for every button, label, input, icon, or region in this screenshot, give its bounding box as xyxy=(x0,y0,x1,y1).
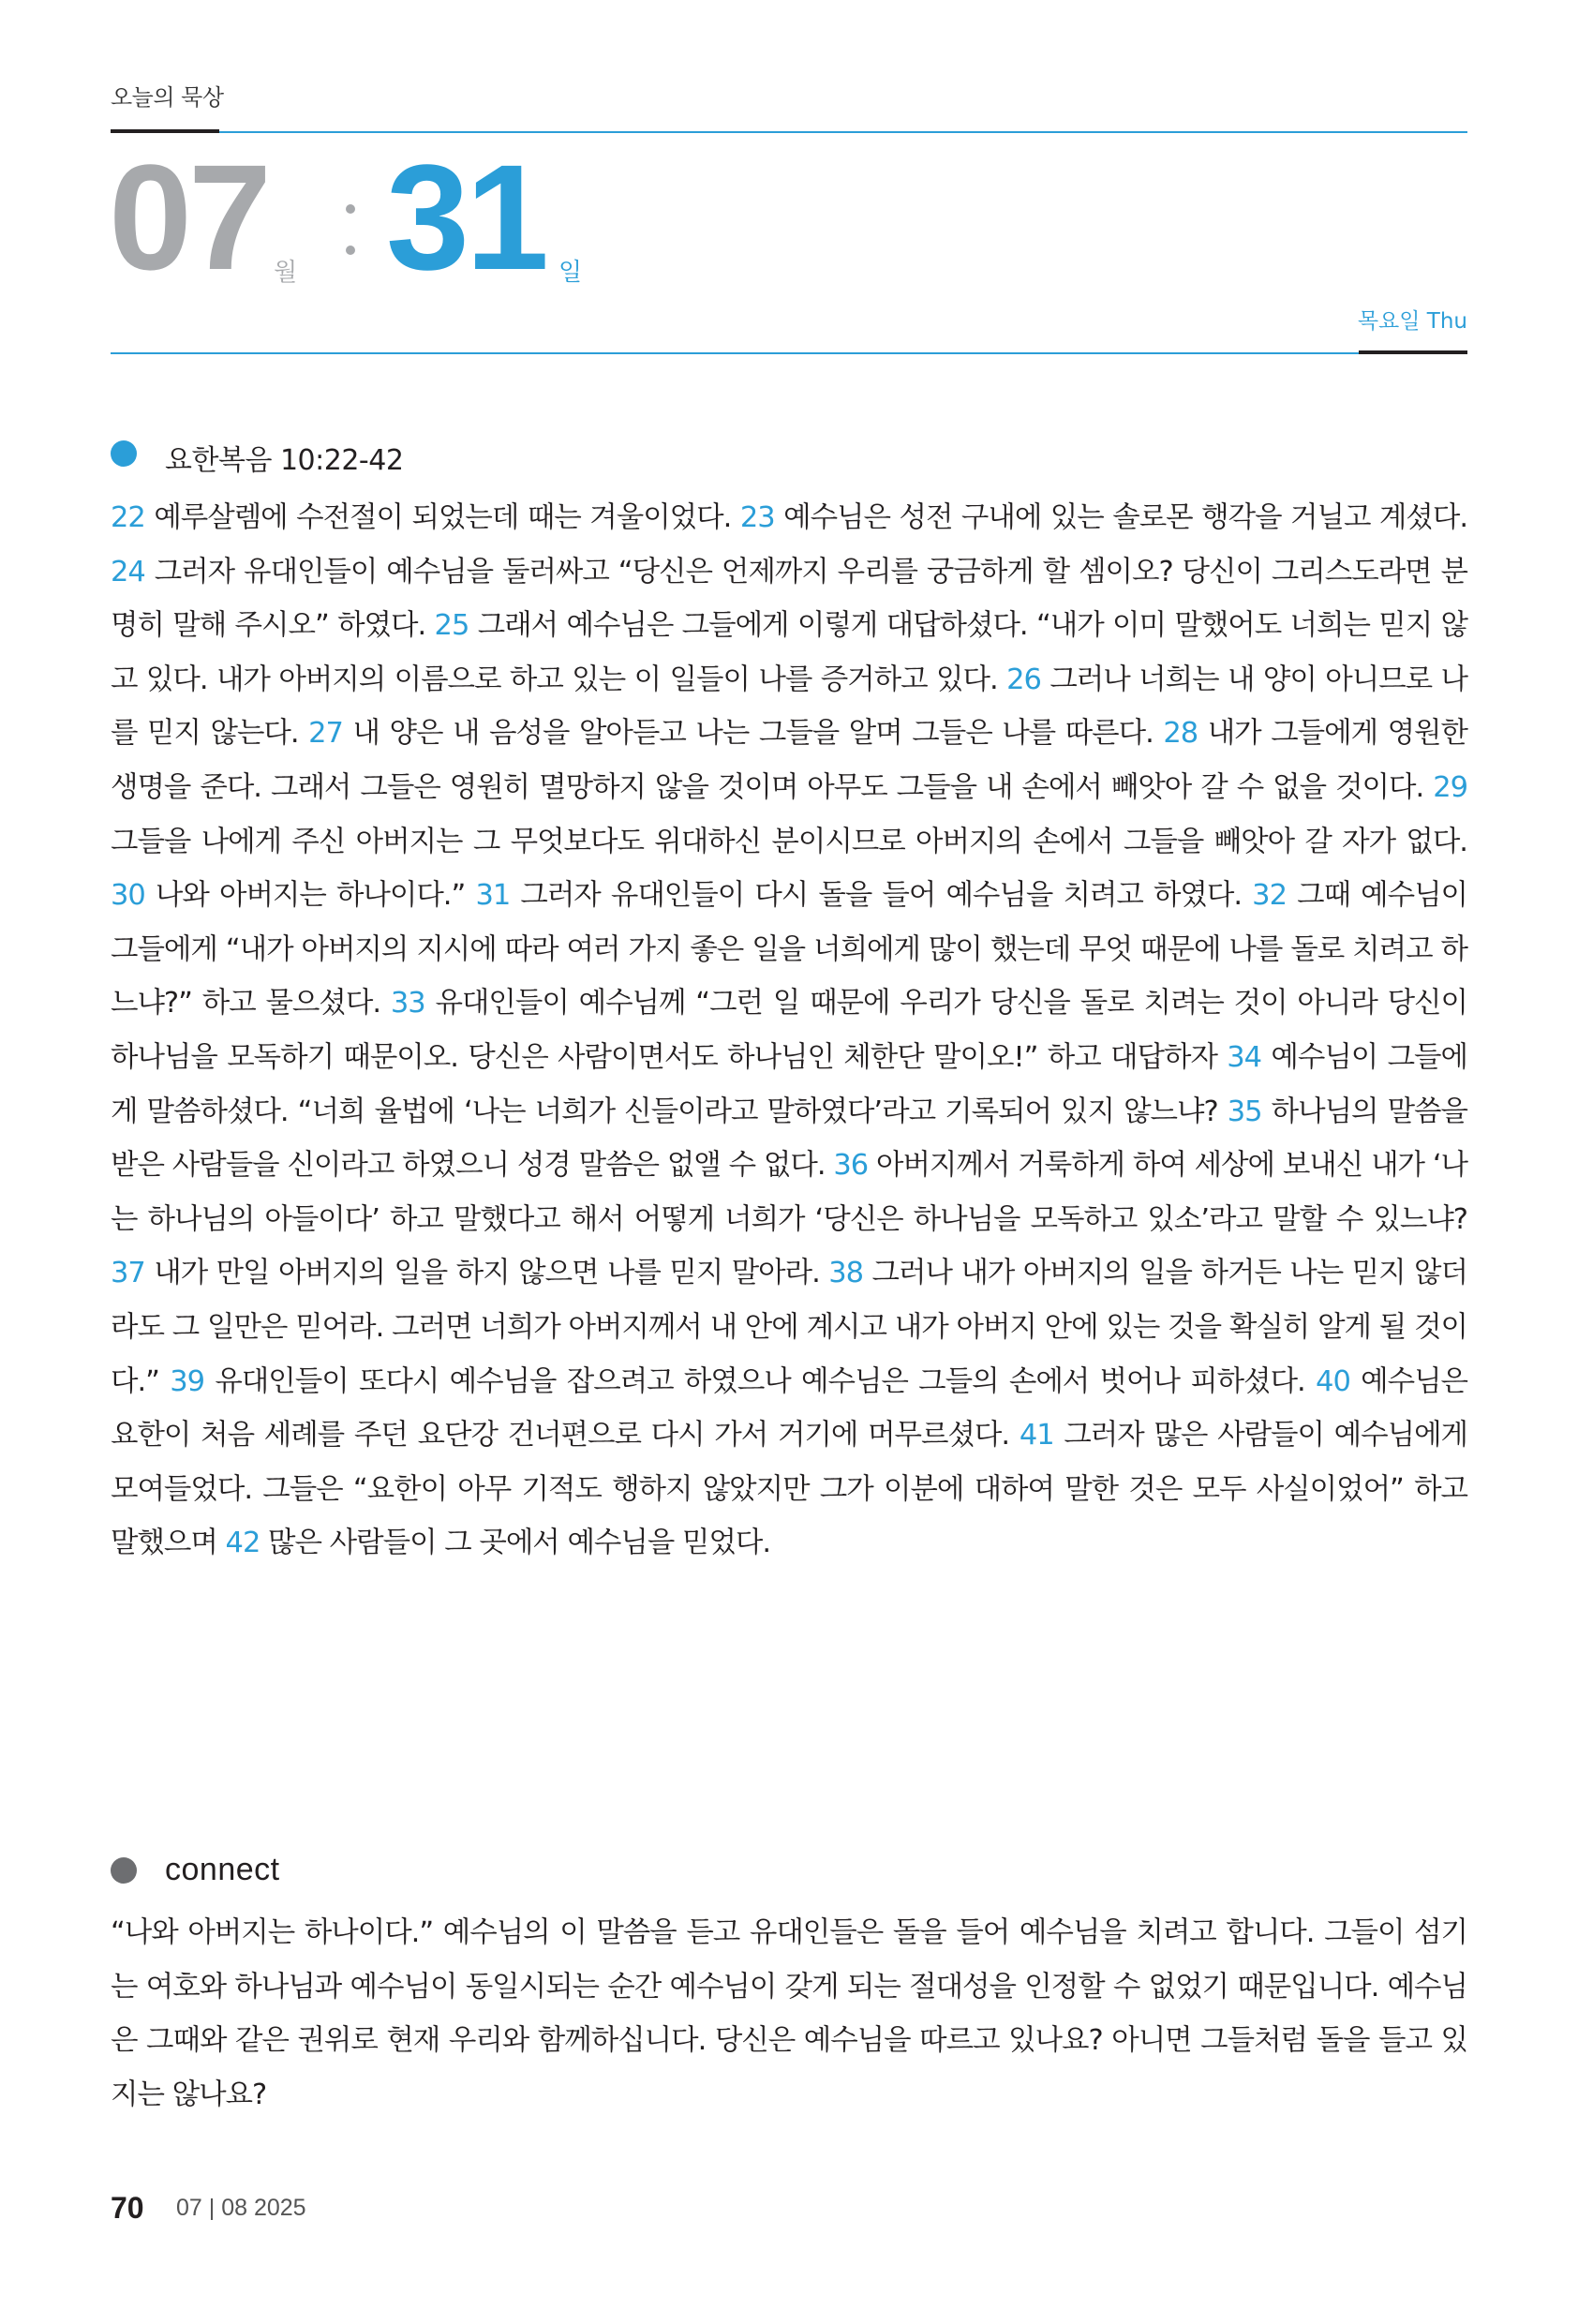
verse-text: 그들을 나에게 주신 아버지는 그 무엇보다도 위대하신 분이시므로 아버지의 손에서 그들을 빼앗아 갈 자가 없다. xyxy=(111,825,1467,858)
day-unit: 일 xyxy=(558,259,583,287)
verse-number: 30 xyxy=(111,879,145,913)
verse-text: 그때 예수님이 그들에게 “내가 아버지의 지시에 따라 여러 가지 좋은 일을 너희에게 많이 했는데 무엇 때문에 나를 돌로 치려고 하느냐?” 하고 물으셨다. xyxy=(111,879,1468,1020)
verse-text: 그래서 예수님은 그들에게 이렇게 대답하셨다. “내가 이미 말했어도 너희는 믿지 않고 있다. 내가 아버지의 이름으로 하고 있는 이 일들이 나를 증거하고 있다. xyxy=(111,609,1468,696)
verse-text: 예수님은 요한이 처음 세례를 주던 요단강 건너편으로 다시 가서 거기에 머무르셨다. xyxy=(111,1364,1467,1452)
connect-text: “나와 아버지는 하나이다.” 예수님의 이 말씀을 듣고 유대인들은 돌을 들어 예수님을 치려고 합니다. 그들이 섬기는 여호와 하나님과 예수님이 동일시되는 순간 예수님이 갖게 되는 절대성을 인정할 수 없었기 때문입니다. 예수님은 그때와 같은 권위로 현재 우리와 함께하십니다. 당신은 예수님을 따르고 있나요? 아니면 그들처럼 돌을 들고 있지는 않나요? xyxy=(111,1916,1467,2111)
verse-number: 36 xyxy=(833,1149,869,1183)
verse-text: 내 양은 내 음성을 알아듣고 나는 그들을 알며 그들은 나를 따른다. xyxy=(342,717,1164,751)
verse-text: 나와 아버지는 하나이다.” xyxy=(144,879,476,913)
verse-number: 27 xyxy=(308,717,343,751)
verse-number: 42 xyxy=(225,1527,261,1560)
verse-text: 많은 사람들이 그 곳에서 예수님을 믿었다. xyxy=(260,1527,771,1560)
scripture-text xyxy=(111,491,1467,1571)
connect-bullet-icon xyxy=(111,1857,137,1884)
verse-text: 그러나 내가 아버지의 일을 하거든 나는 믿지 않더라도 그 일만은 믿어라. 그러면 너희가 아버지께서 내 안에 계시고 내가 아버지 안에 있는 것을 확실히 알게 될 것이다.” xyxy=(111,1257,1467,1398)
verse-text: 예루살렘에 수전절이 되었는데 때는 겨울이었다. xyxy=(144,501,740,534)
date-colon-dot-top xyxy=(346,204,355,214)
header-bottom-rule xyxy=(111,352,1359,354)
scripture-reference: 요한복음 10:22-42 xyxy=(165,444,404,477)
verse-number: 40 xyxy=(1316,1364,1350,1398)
issue-date: 07 | 08 2025 xyxy=(176,2195,306,2221)
verse-text: 유대인들이 예수님께 “그런 일 때문에 우리가 당신을 돌로 치려는 것이 아니라 당신이 하나님을 모독하기 때문이오. 당신은 사람이면서도 하나님인 체한단 말이오!” 하고 대답하자 xyxy=(111,987,1467,1074)
verse-number: 33 xyxy=(390,987,425,1020)
scripture-bullet-icon xyxy=(111,440,137,467)
verse-text: 내가 그들에게 영원한 생명을 준다. 그래서 그들은 영원히 멸망하지 않을 것이며 아무도 그들을 내 손에서 빼앗아 갈 수 없을 것이다. xyxy=(111,717,1467,804)
month-unit: 월 xyxy=(274,259,298,287)
verse-number: 25 xyxy=(434,609,469,643)
verse-text: 예수님이 그들에게 말씀하셨다. “너희 율법에 ‘나는 너희가 신들이라고 말하였다’라고 기록되어 있지 않느냐? xyxy=(111,1040,1467,1128)
verse-number: 23 xyxy=(739,501,775,534)
verse-number: 28 xyxy=(1163,717,1198,751)
verse-text: 내가 만일 아버지의 일을 하지 않으면 나를 믿지 말아라. xyxy=(144,1257,829,1290)
connect-heading: connect xyxy=(165,1852,280,1887)
verse-number: 34 xyxy=(1227,1040,1262,1074)
verse-number: 41 xyxy=(1019,1419,1054,1452)
verse-number: 38 xyxy=(828,1257,864,1290)
verse-text: 유대인들이 또다시 예수님을 잡으려고 하였으나 예수님은 그들의 손에서 벗어나 피하셨다. xyxy=(204,1364,1317,1398)
weekday: 목요일 Thu xyxy=(1357,309,1467,334)
verse-text: 그러자 유대인들이 예수님을 둘러싸고 “당신은 언제까지 우리를 궁금하게 할 셈이오? 당신이 그리스도라면 분명히 말해 주시오” 하였다. xyxy=(111,555,1467,643)
verse-number: 31 xyxy=(475,879,511,913)
weekday-underline xyxy=(1359,350,1467,354)
verse-number: 37 xyxy=(111,1257,145,1290)
verse-text: 하나님의 말씀을 받은 사람들을 신이라고 하였으니 성경 말씀은 없앨 수 없다. xyxy=(111,1095,1467,1183)
verse-text: 그러자 많은 사람들이 예수님에게 모여들었다. 그들은 “요한이 아무 기적도 행하지 않았지만 그가 이분에 대하여 말한 것은 모두 사실이었어” 하고 말했으며 xyxy=(111,1419,1467,1560)
verse-number: 29 xyxy=(1433,770,1467,804)
verse-number: 39 xyxy=(170,1364,205,1398)
verse-text: 그러나 너희는 내 양이 아니므로 나를 믿지 않는다. xyxy=(111,663,1468,751)
verse-number: 24 xyxy=(111,555,145,588)
verse-number: 32 xyxy=(1252,879,1287,913)
verse-text: 그러자 유대인들이 다시 돌을 들어 예수님을 치려고 하였다. xyxy=(510,879,1253,913)
verse-text: 예수님은 성전 구내에 있는 솔로몬 행각을 거닐고 계셨다. xyxy=(774,501,1468,534)
verse-number: 35 xyxy=(1227,1095,1262,1128)
verse-number: 26 xyxy=(1006,663,1041,696)
day-number: 31 xyxy=(386,133,545,301)
verse-number: 22 xyxy=(111,501,145,534)
month-number: 07 xyxy=(109,133,268,301)
page-number: 70 xyxy=(111,2191,144,2225)
verse-text: 아버지께서 거룩하게 하여 세상에 보내신 내가 ‘나는 하나님의 아들이다’ 하고 말했다고 해서 어떻게 너희가 ‘당신은 하나님을 모독하고 있소’라고 말할 수 있느냐? xyxy=(111,1149,1467,1236)
date-colon-dot-bottom xyxy=(346,246,355,255)
section-label: 오늘의 묵상 xyxy=(111,84,224,111)
